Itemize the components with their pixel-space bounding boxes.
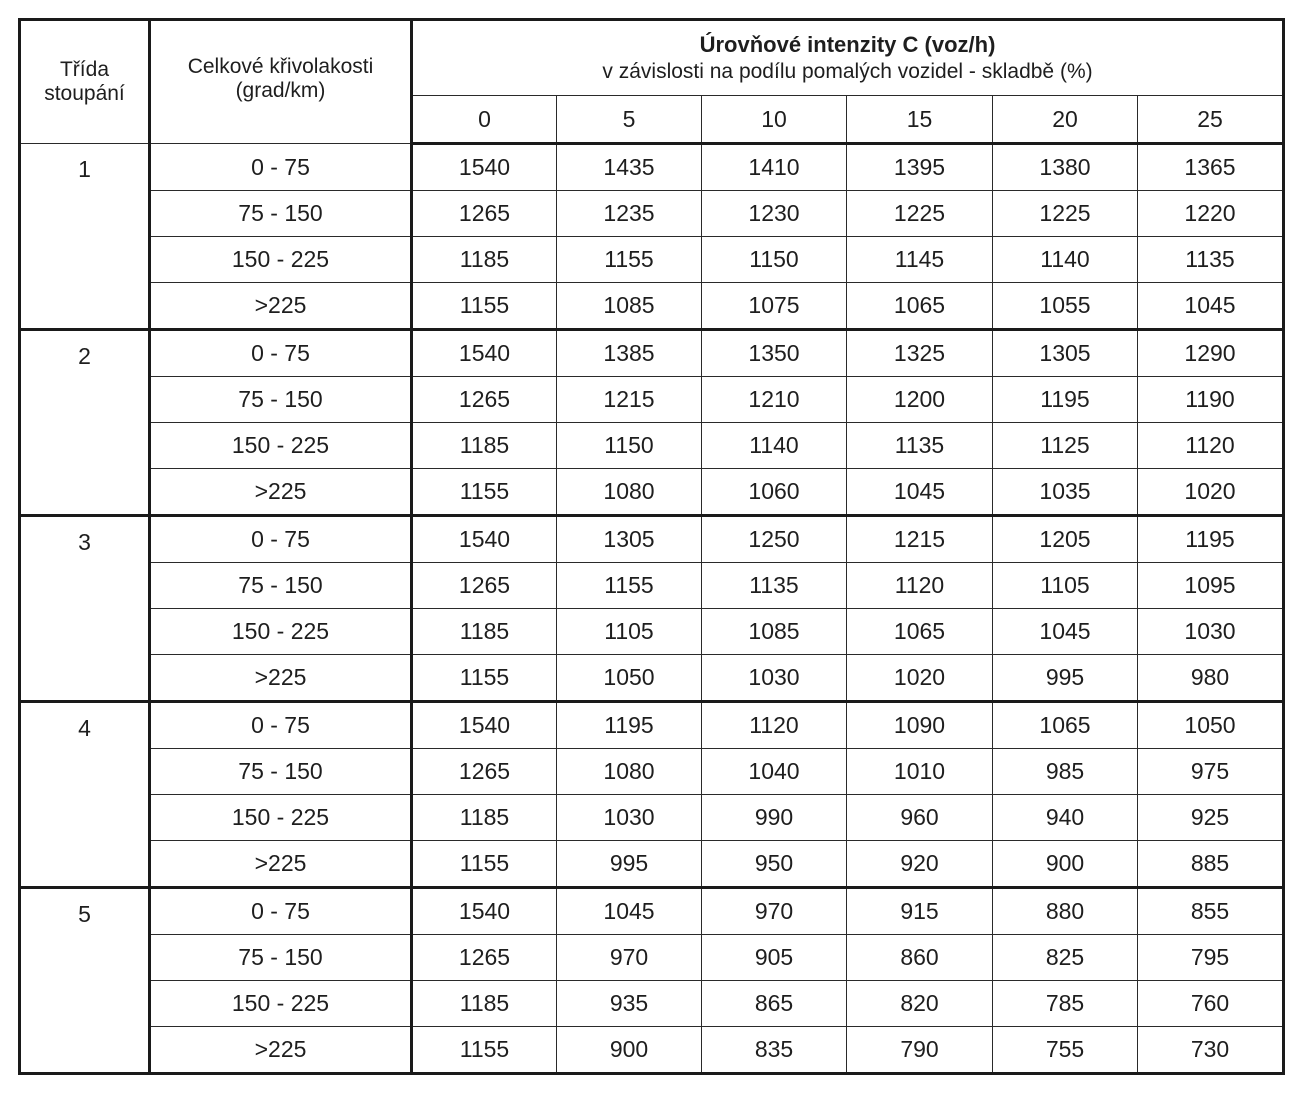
capacity-value-cell: 1265 (412, 749, 557, 795)
curvature-cell: >225 (150, 283, 412, 330)
capacity-value-cell: 1200 (847, 377, 993, 423)
capacity-value-cell: 1215 (847, 516, 993, 563)
curvature-cell: 75 - 150 (150, 191, 412, 237)
table-row (20, 144, 1284, 191)
capacity-value-cell: 1365 (1138, 144, 1284, 191)
capacity-value-cell: 1185 (412, 423, 557, 469)
capacity-value-cell: 1085 (702, 609, 847, 655)
capacity-table (18, 18, 1285, 1075)
curvature-cell: 150 - 225 (150, 423, 412, 469)
capacity-value-cell: 1185 (412, 609, 557, 655)
capacity-value-cell: 855 (1138, 888, 1284, 935)
percent-column-header: 5 (557, 96, 702, 144)
capacity-value-cell: 1040 (702, 749, 847, 795)
curvature-cell: 150 - 225 (150, 981, 412, 1027)
capacity-value-cell: 1120 (1138, 423, 1284, 469)
capacity-value-cell: 1225 (847, 191, 993, 237)
capacity-value-cell: 1105 (557, 609, 702, 655)
percent-column-header: 20 (993, 96, 1138, 144)
header-capacity-group (412, 20, 1284, 96)
table-row (20, 237, 1284, 283)
capacity-value-cell: 1075 (702, 283, 847, 330)
capacity-value-cell: 1145 (847, 237, 993, 283)
curvature-cell: 0 - 75 (150, 330, 412, 377)
capacity-value-cell: 995 (557, 841, 702, 888)
curvature-cell: 75 - 150 (150, 377, 412, 423)
capacity-value-cell: 970 (702, 888, 847, 935)
capacity-value-cell: 1085 (557, 283, 702, 330)
capacity-value-cell: 1120 (702, 702, 847, 749)
capacity-value-cell: 860 (847, 935, 993, 981)
capacity-value-cell: 1540 (412, 144, 557, 191)
percent-column-header: 15 (847, 96, 993, 144)
table-row (20, 702, 1284, 749)
grade-class-cell: 5 (20, 888, 150, 1074)
capacity-value-cell: 1540 (412, 888, 557, 935)
capacity-value-cell: 1080 (557, 749, 702, 795)
table-row (20, 563, 1284, 609)
capacity-value-cell: 1155 (557, 563, 702, 609)
capacity-value-cell: 980 (1138, 655, 1284, 702)
capacity-value-cell: 1030 (557, 795, 702, 841)
capacity-value-cell: 820 (847, 981, 993, 1027)
capacity-value-cell: 1125 (993, 423, 1138, 469)
curvature-cell: >225 (150, 655, 412, 702)
capacity-value-cell: 940 (993, 795, 1138, 841)
table-row (20, 330, 1284, 377)
capacity-value-cell: 865 (702, 981, 847, 1027)
capacity-value-cell: 1155 (412, 655, 557, 702)
capacity-value-cell: 1045 (993, 609, 1138, 655)
capacity-value-cell: 1155 (557, 237, 702, 283)
capacity-value-cell: 1150 (702, 237, 847, 283)
table-row (20, 377, 1284, 423)
grade-class-cell: 3 (20, 516, 150, 702)
capacity-value-cell: 1105 (993, 563, 1138, 609)
table-body (20, 144, 1284, 1074)
capacity-value-cell: 935 (557, 981, 702, 1027)
header-curvature (150, 20, 412, 144)
table-row (20, 191, 1284, 237)
curvature-cell: 0 - 75 (150, 888, 412, 935)
curvature-cell: 0 - 75 (150, 516, 412, 563)
curvature-cell: 75 - 150 (150, 749, 412, 795)
curvature-cell: >225 (150, 841, 412, 888)
capacity-value-cell: 835 (702, 1027, 847, 1074)
header-curvature-line1: Celkové křivolakosti (187, 55, 374, 78)
capacity-value-cell: 1395 (847, 144, 993, 191)
table-row (20, 423, 1284, 469)
header-curvature-line2: (grad/km) (235, 79, 326, 103)
curvature-cell: 150 - 225 (150, 237, 412, 283)
capacity-value-cell: 1050 (1138, 702, 1284, 749)
capacity-value-cell: 1350 (702, 330, 847, 377)
table-row (20, 516, 1284, 563)
capacity-value-cell: 1435 (557, 144, 702, 191)
capacity-value-cell: 1305 (993, 330, 1138, 377)
capacity-value-cell: 970 (557, 935, 702, 981)
capacity-value-cell: 950 (702, 841, 847, 888)
capacity-value-cell: 1020 (1138, 469, 1284, 516)
table-row (20, 935, 1284, 981)
capacity-value-cell: 1265 (412, 563, 557, 609)
table-row (20, 981, 1284, 1027)
table-row (20, 795, 1284, 841)
capacity-value-cell: 1080 (557, 469, 702, 516)
capacity-value-cell: 1020 (847, 655, 993, 702)
capacity-value-cell: 1540 (412, 516, 557, 563)
capacity-value-cell: 1090 (847, 702, 993, 749)
capacity-value-cell: 1155 (412, 469, 557, 516)
curvature-cell: >225 (150, 469, 412, 516)
table-row (20, 469, 1284, 516)
capacity-value-cell: 925 (1138, 795, 1284, 841)
header-grade-class-line2: stoupání (44, 82, 125, 105)
capacity-value-cell: 1195 (557, 702, 702, 749)
capacity-value-cell: 1385 (557, 330, 702, 377)
capacity-value-cell: 760 (1138, 981, 1284, 1027)
table-row (20, 888, 1284, 935)
table-row (20, 1027, 1284, 1074)
capacity-value-cell: 885 (1138, 841, 1284, 888)
capacity-value-cell: 1205 (993, 516, 1138, 563)
curvature-cell: 150 - 225 (150, 795, 412, 841)
capacity-value-cell: 1380 (993, 144, 1138, 191)
capacity-value-cell: 1045 (1138, 283, 1284, 330)
header-group-title: Úrovňové intenzity C (voz/h) (699, 31, 996, 57)
curvature-cell: 75 - 150 (150, 563, 412, 609)
capacity-value-cell: 1325 (847, 330, 993, 377)
capacity-value-cell: 1030 (1138, 609, 1284, 655)
capacity-value-cell: 1055 (993, 283, 1138, 330)
capacity-value-cell: 1265 (412, 935, 557, 981)
capacity-value-cell: 1155 (412, 841, 557, 888)
capacity-value-cell: 995 (993, 655, 1138, 702)
capacity-value-cell: 1265 (412, 377, 557, 423)
capacity-value-cell: 905 (702, 935, 847, 981)
capacity-value-cell: 1215 (557, 377, 702, 423)
capacity-value-cell: 1140 (993, 237, 1138, 283)
capacity-value-cell: 900 (993, 841, 1138, 888)
capacity-value-cell: 1305 (557, 516, 702, 563)
capacity-value-cell: 920 (847, 841, 993, 888)
capacity-value-cell: 985 (993, 749, 1138, 795)
capacity-value-cell: 990 (702, 795, 847, 841)
capacity-value-cell: 1030 (702, 655, 847, 702)
capacity-value-cell: 975 (1138, 749, 1284, 795)
table-row (20, 609, 1284, 655)
capacity-value-cell: 755 (993, 1027, 1138, 1074)
capacity-value-cell: 785 (993, 981, 1138, 1027)
table-row (20, 841, 1284, 888)
capacity-value-cell: 1150 (557, 423, 702, 469)
percent-column-header: 25 (1138, 96, 1284, 144)
capacity-value-cell: 1195 (1138, 516, 1284, 563)
capacity-value-cell: 1135 (702, 563, 847, 609)
capacity-value-cell: 1155 (412, 1027, 557, 1074)
table-row (20, 283, 1284, 330)
curvature-cell: 150 - 225 (150, 609, 412, 655)
capacity-value-cell: 1045 (847, 469, 993, 516)
capacity-value-cell: 795 (1138, 935, 1284, 981)
capacity-value-cell: 1540 (412, 330, 557, 377)
capacity-value-cell: 1060 (702, 469, 847, 516)
grade-class-cell: 4 (20, 702, 150, 888)
capacity-value-cell: 790 (847, 1027, 993, 1074)
header-group-subtitle: v závislosti na podílu pomalých vozidel - skladbě (%) (602, 60, 1093, 83)
curvature-cell: 0 - 75 (150, 702, 412, 749)
header-grade-class (20, 20, 150, 144)
capacity-value-cell: 1540 (412, 702, 557, 749)
capacity-value-cell: 1185 (412, 981, 557, 1027)
capacity-value-cell: 1050 (557, 655, 702, 702)
capacity-value-cell: 960 (847, 795, 993, 841)
table-row (20, 655, 1284, 702)
capacity-value-cell: 915 (847, 888, 993, 935)
capacity-value-cell: 1235 (557, 191, 702, 237)
curvature-cell: >225 (150, 1027, 412, 1074)
capacity-value-cell: 1225 (993, 191, 1138, 237)
capacity-value-cell: 1095 (1138, 563, 1284, 609)
capacity-value-cell: 1135 (1138, 237, 1284, 283)
capacity-value-cell: 1250 (702, 516, 847, 563)
curvature-cell: 75 - 150 (150, 935, 412, 981)
table-header (20, 20, 1284, 144)
grade-class-cell: 1 (20, 144, 150, 330)
capacity-value-cell: 1065 (993, 702, 1138, 749)
capacity-value-cell: 825 (993, 935, 1138, 981)
capacity-value-cell: 1410 (702, 144, 847, 191)
capacity-value-cell: 1035 (993, 469, 1138, 516)
capacity-value-cell: 1185 (412, 237, 557, 283)
capacity-value-cell: 1010 (847, 749, 993, 795)
percent-column-header: 0 (412, 96, 557, 144)
capacity-value-cell: 1135 (847, 423, 993, 469)
capacity-value-cell: 1265 (412, 191, 557, 237)
capacity-value-cell: 1195 (993, 377, 1138, 423)
capacity-value-cell: 900 (557, 1027, 702, 1074)
capacity-value-cell: 1065 (847, 283, 993, 330)
grade-class-cell: 2 (20, 330, 150, 516)
capacity-value-cell: 1140 (702, 423, 847, 469)
capacity-value-cell: 1045 (557, 888, 702, 935)
capacity-value-cell: 1120 (847, 563, 993, 609)
capacity-value-cell: 730 (1138, 1027, 1284, 1074)
table-row (20, 749, 1284, 795)
capacity-value-cell: 1210 (702, 377, 847, 423)
capacity-value-cell: 880 (993, 888, 1138, 935)
capacity-value-cell: 1065 (847, 609, 993, 655)
capacity-value-cell: 1230 (702, 191, 847, 237)
capacity-value-cell: 1190 (1138, 377, 1284, 423)
capacity-value-cell: 1220 (1138, 191, 1284, 237)
percent-column-header: 10 (702, 96, 847, 144)
capacity-value-cell: 1155 (412, 283, 557, 330)
curvature-cell: 0 - 75 (150, 144, 412, 191)
capacity-value-cell: 1185 (412, 795, 557, 841)
header-grade-class-line1: Třída (59, 57, 109, 81)
capacity-value-cell: 1290 (1138, 330, 1284, 377)
